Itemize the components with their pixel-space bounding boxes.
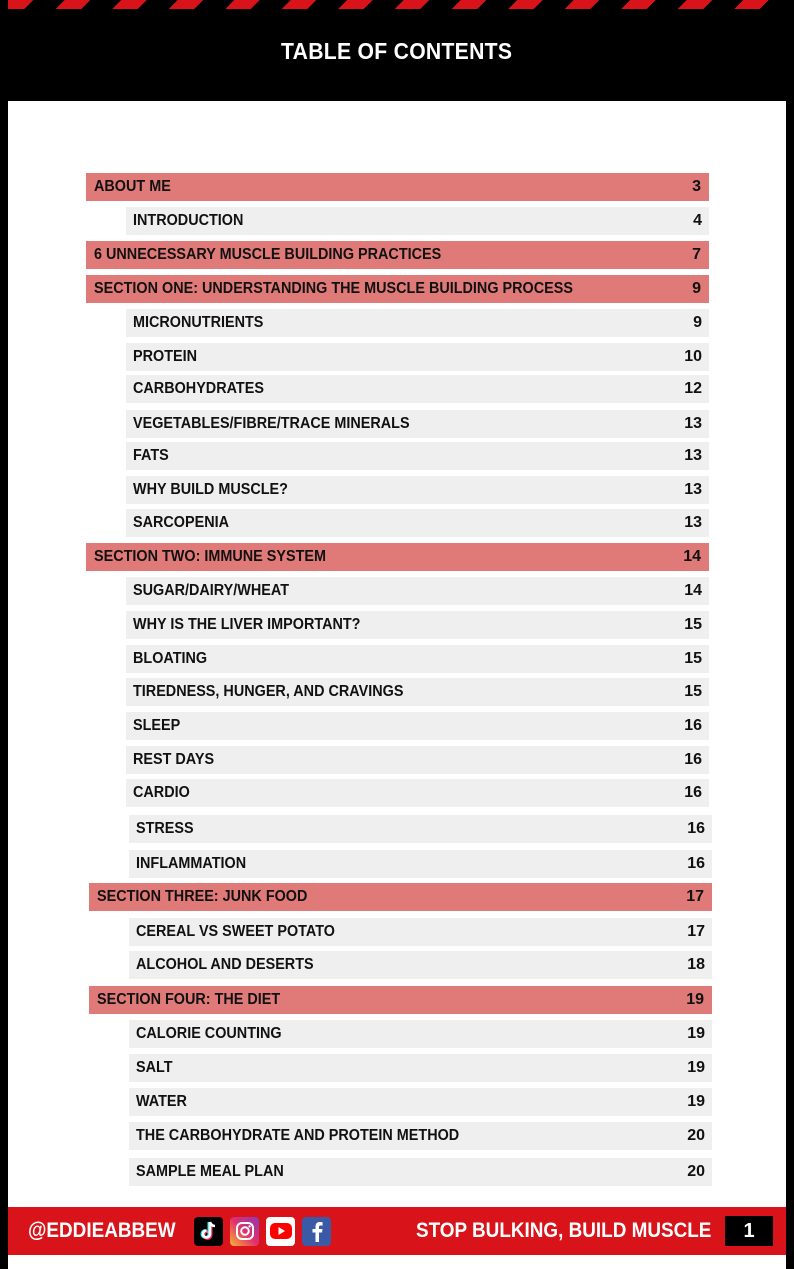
toc-entry-page: 13 <box>684 514 702 531</box>
toc-entry-label: SAMPLE MEAL PLAN <box>136 1163 284 1180</box>
toc-section-row[interactable] <box>89 883 712 911</box>
toc-section-row[interactable] <box>86 275 709 303</box>
toc-subsection-row[interactable] <box>129 918 712 946</box>
toc-entry-page: 9 <box>693 314 702 331</box>
toc-entry-page: 19 <box>687 1025 705 1042</box>
toc-subsection-row[interactable] <box>126 476 709 504</box>
bottom-margin <box>8 1255 786 1269</box>
toc-entry-label: SECTION TWO: IMMUNE SYSTEM <box>94 548 327 565</box>
toc-subsection-row[interactable] <box>126 611 709 639</box>
toc-entry-page: 16 <box>684 751 702 768</box>
toc-entry-page: 15 <box>684 683 702 700</box>
toc-entry-label: WHY BUILD MUSCLE? <box>133 481 288 498</box>
footer-tagline: STOP BULKING, BUILD MUSCLE <box>416 1219 712 1242</box>
toc-entry-label: WATER <box>136 1093 187 1110</box>
toc-entry-label: SECTION THREE: JUNK FOOD <box>97 888 308 905</box>
toc-subsection-row[interactable] <box>126 779 709 807</box>
toc-entry-label: INTRODUCTION <box>133 212 244 229</box>
toc-entry-page: 16 <box>687 855 705 872</box>
youtube-icon[interactable] <box>266 1217 295 1246</box>
facebook-icon[interactable] <box>302 1217 331 1246</box>
toc-entry-label: ALCOHOL AND DESERTS <box>136 956 314 973</box>
toc-subsection-row[interactable] <box>129 1054 712 1082</box>
toc-entry-label: SARCOPENIA <box>133 514 230 531</box>
toc-section-row[interactable] <box>89 986 712 1014</box>
toc-entry-label: TIREDNESS, HUNGER, AND CRAVINGS <box>133 683 404 700</box>
toc-entry-page: 7 <box>692 246 701 263</box>
toc-entry-label: STRESS <box>136 820 194 837</box>
toc-entry-label: THE CARBOHYDRATE AND PROTEIN METHOD <box>136 1127 460 1144</box>
toc-subsection-row[interactable] <box>126 442 709 470</box>
toc-entry-label: CARBOHYDRATES <box>133 380 264 397</box>
toc-subsection-row[interactable] <box>126 712 709 740</box>
toc-entry-label: PROTEIN <box>133 348 198 365</box>
toc-entry-page: 10 <box>684 348 702 365</box>
instagram-icon[interactable] <box>230 1217 259 1246</box>
toc-subsection-row[interactable] <box>126 375 709 403</box>
toc-entry-page: 12 <box>684 380 702 397</box>
toc-entry-page: 4 <box>693 212 702 229</box>
tiktok-icon[interactable] <box>194 1217 223 1246</box>
toc-entry-page: 16 <box>684 717 702 734</box>
toc-entry-page: 18 <box>687 956 705 973</box>
toc-entry-page: 16 <box>687 820 705 837</box>
toc-sheet <box>8 101 786 1207</box>
toc-section-row[interactable] <box>86 241 709 269</box>
page-title: TABLE OF CONTENTS <box>281 37 513 64</box>
page-number: 1 <box>725 1216 773 1246</box>
toc-entry-page: 16 <box>684 784 702 801</box>
toc-entry-page: 13 <box>684 481 702 498</box>
toc-entry-label: 6 UNNECESSARY MUSCLE BUILDING PRACTICES <box>94 246 442 263</box>
toc-subsection-row[interactable] <box>126 509 709 537</box>
toc-entry-page: 19 <box>687 1093 705 1110</box>
toc-subsection-row[interactable] <box>126 309 709 337</box>
toc-entry-page: 13 <box>684 447 702 464</box>
toc-entry-page: 20 <box>687 1127 705 1144</box>
toc-entry-page: 17 <box>687 923 705 940</box>
toc-section-row[interactable] <box>86 543 709 571</box>
toc-subsection-row[interactable] <box>126 645 709 673</box>
toc-entry-page: 9 <box>692 280 701 297</box>
toc-subsection-row[interactable] <box>129 1122 712 1150</box>
social-icons <box>194 1217 331 1246</box>
toc-entry-page: 13 <box>684 415 702 432</box>
social-handle: @EDDIEABBEW <box>28 1219 176 1242</box>
toc-entry-label: CARDIO <box>133 784 190 801</box>
toc-entry-page: 14 <box>684 582 702 599</box>
page-header <box>8 9 786 101</box>
toc-entry-label: FATS <box>133 447 169 464</box>
toc-subsection-row[interactable] <box>126 678 709 706</box>
toc-entry-label: VEGETABLES/FIBRE/TRACE MINERALS <box>133 415 410 432</box>
toc-entry-label: MICRONUTRIENTS <box>133 314 264 331</box>
toc-entry-label: INFLAMMATION <box>136 855 247 872</box>
toc-subsection-row[interactable] <box>129 1088 712 1116</box>
toc-entry-label: WHY IS THE LIVER IMPORTANT? <box>133 616 361 633</box>
hazard-stripes <box>8 0 786 9</box>
toc-entry-label: SUGAR/DAIRY/WHEAT <box>133 582 289 599</box>
toc-subsection-row[interactable] <box>126 577 709 605</box>
toc-entry-page: 19 <box>686 991 704 1008</box>
toc-subsection-row[interactable] <box>126 410 709 438</box>
toc-entry-page: 15 <box>684 616 702 633</box>
page-footer <box>8 1207 786 1255</box>
toc-entry-label: ABOUT ME <box>94 178 171 195</box>
toc-subsection-row[interactable] <box>126 207 709 235</box>
toc-subsection-row[interactable] <box>126 746 709 774</box>
toc-entry-label: SLEEP <box>133 717 181 734</box>
toc-section-row[interactable] <box>86 173 709 201</box>
toc-subsection-row[interactable] <box>129 951 712 979</box>
toc-entry-page: 15 <box>684 650 702 667</box>
toc-subsection-row[interactable] <box>129 1020 712 1048</box>
toc-subsection-row[interactable] <box>129 815 712 843</box>
toc-subsection-row[interactable] <box>129 1158 712 1186</box>
toc-entry-label: CALORIE COUNTING <box>136 1025 282 1042</box>
toc-entry-label: CEREAL VS SWEET POTATO <box>136 923 335 940</box>
toc-entry-label: SECTION FOUR: THE DIET <box>97 991 281 1008</box>
toc-entry-label: SECTION ONE: UNDERSTANDING THE MUSCLE BUILDING PROCESS <box>94 280 573 297</box>
toc-entry-label: BLOATING <box>133 650 208 667</box>
toc-subsection-row[interactable] <box>129 850 712 878</box>
toc-entry-page: 20 <box>687 1163 705 1180</box>
toc-entry-page: 14 <box>683 548 701 565</box>
toc-entry-label: REST DAYS <box>133 751 215 768</box>
toc-entry-label: SALT <box>136 1059 173 1076</box>
toc-entry-page: 19 <box>687 1059 705 1076</box>
toc-subsection-row[interactable] <box>126 343 709 371</box>
toc-entry-page: 3 <box>692 178 701 195</box>
toc-entry-page: 17 <box>686 888 704 905</box>
